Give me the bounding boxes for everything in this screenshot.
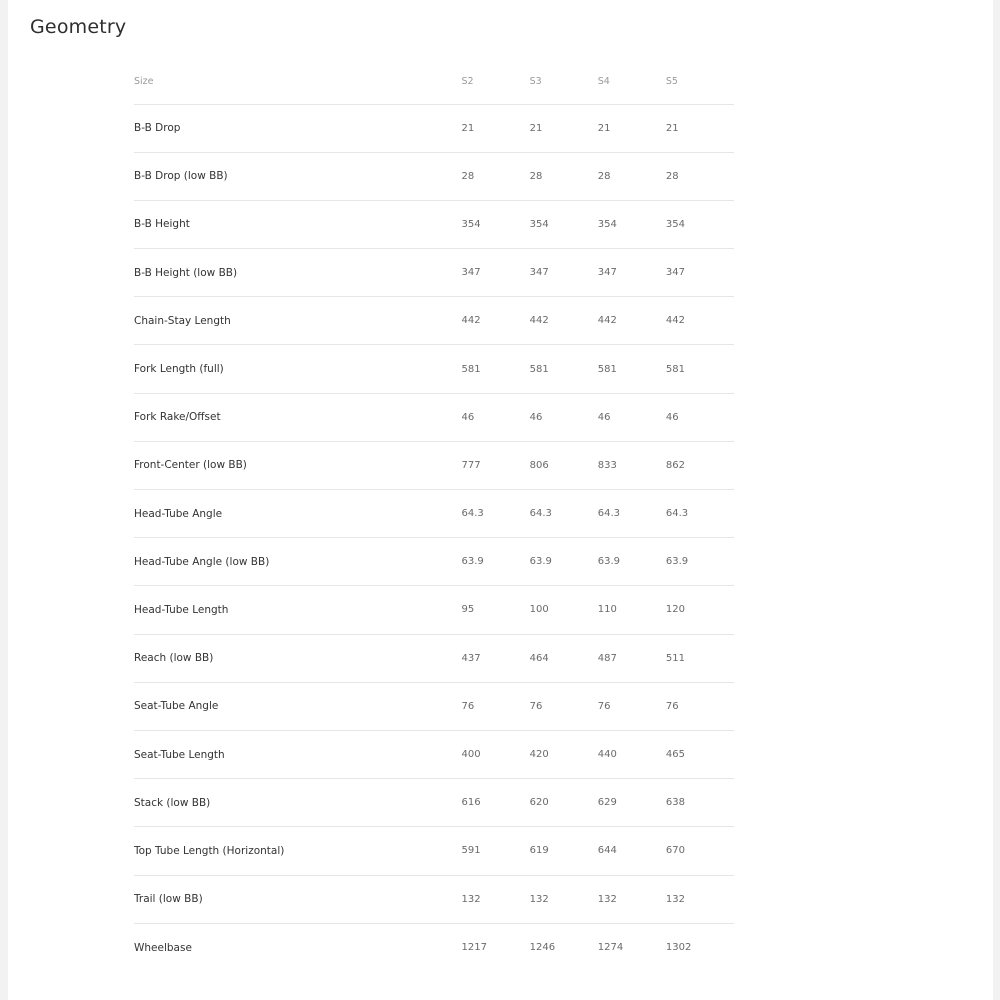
cell-value: 644 xyxy=(598,827,666,875)
table-row xyxy=(134,634,734,682)
cell-value: 63.9 xyxy=(666,538,734,586)
cell-value: 620 xyxy=(530,779,598,827)
row-label: B-B Height (low BB) xyxy=(134,249,462,297)
table-row xyxy=(134,923,734,971)
row-label: Chain-Stay Length xyxy=(134,297,462,345)
cell-value: 64.3 xyxy=(462,490,530,538)
cell-value: 110 xyxy=(598,586,666,634)
cell-value: 46 xyxy=(666,393,734,441)
cell-value: 76 xyxy=(666,682,734,730)
cell-value: 21 xyxy=(598,104,666,152)
cell-value: 581 xyxy=(462,345,530,393)
table-row xyxy=(134,730,734,778)
cell-value: 76 xyxy=(462,682,530,730)
cell-value: 46 xyxy=(530,393,598,441)
row-label: B-B Drop (low BB) xyxy=(134,152,462,200)
cell-value: 46 xyxy=(598,393,666,441)
table-row xyxy=(134,393,734,441)
row-label: Stack (low BB) xyxy=(134,779,462,827)
cell-value: 487 xyxy=(598,634,666,682)
size-s5-header: S5 xyxy=(666,60,734,104)
table-body xyxy=(134,104,734,971)
row-label: Head-Tube Angle (low BB) xyxy=(134,538,462,586)
cell-value: 347 xyxy=(598,249,666,297)
table-row xyxy=(134,104,734,152)
size-column-header: Size xyxy=(134,60,462,104)
cell-value: 777 xyxy=(462,441,530,489)
cell-value: 132 xyxy=(666,875,734,923)
cell-value: 442 xyxy=(530,297,598,345)
cell-value: 400 xyxy=(462,730,530,778)
cell-value: 354 xyxy=(462,200,530,248)
cell-value: 511 xyxy=(666,634,734,682)
table-row xyxy=(134,200,734,248)
size-s2-header: S2 xyxy=(462,60,530,104)
table-row xyxy=(134,152,734,200)
cell-value: 347 xyxy=(530,249,598,297)
cell-value: 591 xyxy=(462,827,530,875)
cell-value: 76 xyxy=(598,682,666,730)
row-label: Head-Tube Length xyxy=(134,586,462,634)
cell-value: 21 xyxy=(530,104,598,152)
cell-value: 806 xyxy=(530,441,598,489)
table-row xyxy=(134,345,734,393)
cell-value: 638 xyxy=(666,779,734,827)
cell-value: 28 xyxy=(530,152,598,200)
cell-value: 21 xyxy=(666,104,734,152)
cell-value: 354 xyxy=(666,200,734,248)
cell-value: 28 xyxy=(462,152,530,200)
table-row xyxy=(134,779,734,827)
cell-value: 76 xyxy=(530,682,598,730)
row-label: B-B Drop xyxy=(134,104,462,152)
table-row xyxy=(134,490,734,538)
cell-value: 442 xyxy=(666,297,734,345)
table-row xyxy=(134,297,734,345)
cell-value: 581 xyxy=(666,345,734,393)
cell-value: 1217 xyxy=(461,942,487,954)
cell-value: 833 xyxy=(598,441,666,489)
row-label: Seat-Tube Angle xyxy=(134,682,462,730)
table-row xyxy=(134,441,734,489)
cell-value: 28 xyxy=(666,152,734,200)
row-label: Top Tube Length (Horizontal) xyxy=(134,827,462,875)
cell-value: 670 xyxy=(666,827,734,875)
table-row xyxy=(134,875,734,923)
cell-value: 347 xyxy=(462,249,530,297)
table-row xyxy=(134,538,734,586)
cell-value: 46 xyxy=(462,393,530,441)
table-row xyxy=(134,682,734,730)
geometry-table xyxy=(134,60,734,971)
size-s3-header: S3 xyxy=(530,60,598,104)
cell-value: 442 xyxy=(462,297,530,345)
cell-value: 862 xyxy=(666,441,734,489)
table-row xyxy=(134,586,734,634)
table-row xyxy=(134,827,734,875)
cell-value: 629 xyxy=(598,779,666,827)
row-label: Fork Rake/Offset xyxy=(134,393,462,441)
cell-value: 1274 xyxy=(597,942,624,954)
cell-value: 354 xyxy=(598,200,666,248)
size-s4-header: S4 xyxy=(598,60,666,104)
geometry-panel xyxy=(8,0,993,1000)
cell-value: 1302 xyxy=(665,942,692,954)
cell-value: 132 xyxy=(530,875,598,923)
cell-value: 63.9 xyxy=(462,538,530,586)
cell-value: 619 xyxy=(530,827,598,875)
cell-value: 63.9 xyxy=(530,538,598,586)
cell-value: 420 xyxy=(530,730,598,778)
cell-value: 465 xyxy=(666,730,734,778)
cell-value: 440 xyxy=(598,730,666,778)
table-header-row xyxy=(134,60,734,104)
row-label: Head-Tube Angle xyxy=(134,490,462,538)
cell-value: 132 xyxy=(462,875,530,923)
cell-value: 64.3 xyxy=(598,490,666,538)
cell-value: 21 xyxy=(462,104,530,152)
cell-value: 132 xyxy=(598,875,666,923)
cell-value: 95 xyxy=(462,586,530,634)
table-row xyxy=(134,249,734,297)
cell-value: 464 xyxy=(530,634,598,682)
cell-value: 437 xyxy=(462,634,530,682)
cell-value: 442 xyxy=(598,297,666,345)
cell-value: 354 xyxy=(530,200,598,248)
cell-value: 347 xyxy=(666,249,734,297)
cell-value: 28 xyxy=(598,152,666,200)
row-label: Fork Length (full) xyxy=(134,345,462,393)
cell-value: 100 xyxy=(530,586,598,634)
row-label: Seat-Tube Length xyxy=(134,730,462,778)
row-label: Trail (low BB) xyxy=(134,875,462,923)
section-title: Geometry xyxy=(30,16,127,38)
cell-value: 1246 xyxy=(529,942,556,954)
cell-value: 581 xyxy=(530,345,598,393)
cell-value: 63.9 xyxy=(598,538,666,586)
cell-value: 616 xyxy=(462,779,530,827)
cell-value: 64.3 xyxy=(666,490,734,538)
row-label: Front-Center (low BB) xyxy=(134,441,462,489)
cell-value: 120 xyxy=(666,586,734,634)
row-label: Reach (low BB) xyxy=(134,634,462,682)
cell-value: 64.3 xyxy=(530,490,598,538)
row-label: B-B Height xyxy=(134,200,462,248)
row-label: Wheelbase xyxy=(134,941,192,954)
cell-value: 581 xyxy=(598,345,666,393)
